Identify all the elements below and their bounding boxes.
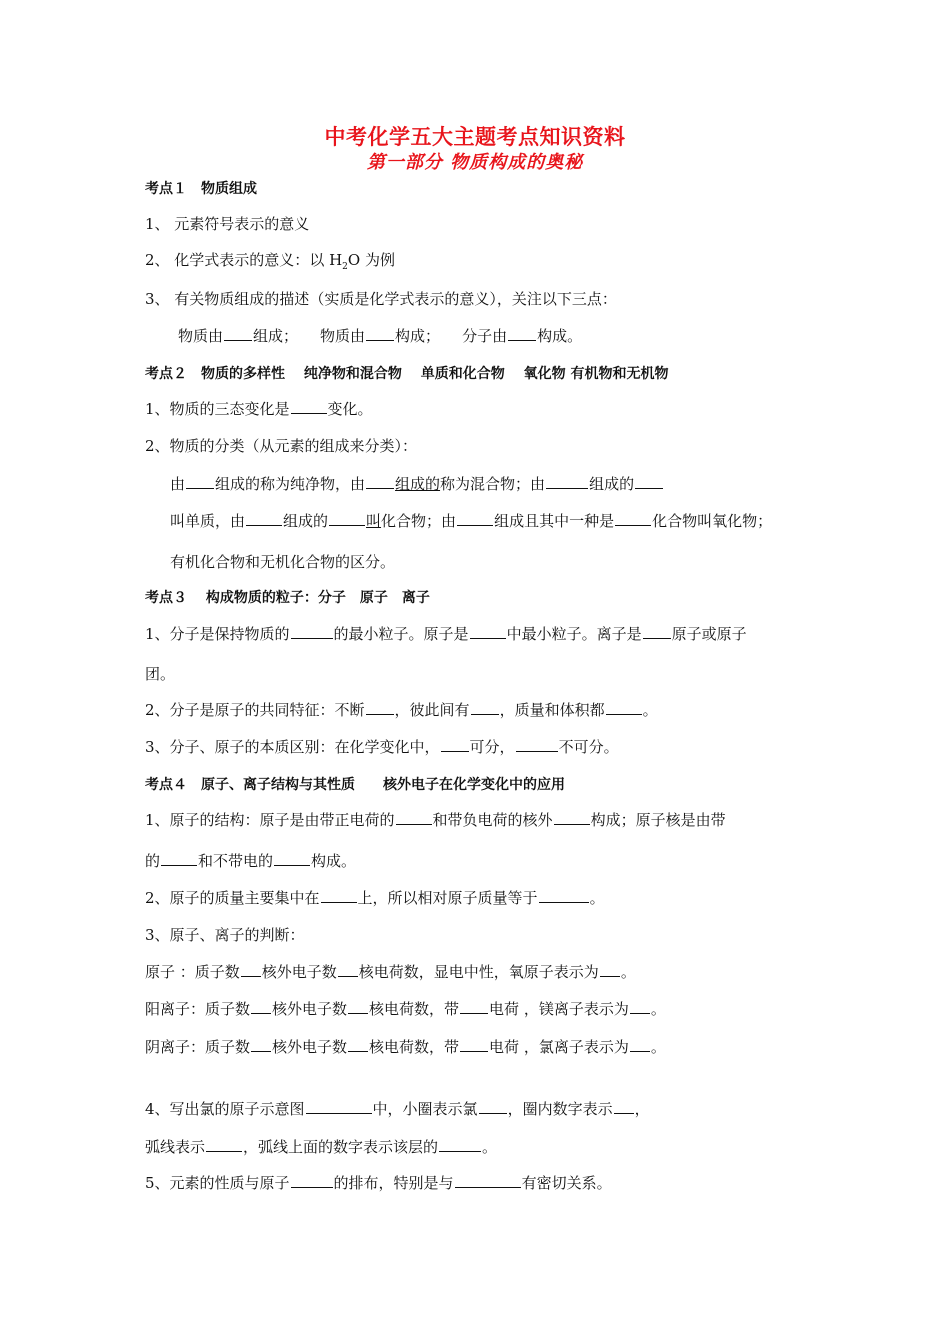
text: 阴离子：质子数: [145, 1038, 251, 1056]
blank[interactable]: [460, 1050, 488, 1052]
text: 。: [650, 1038, 666, 1056]
text: 构成；: [395, 327, 441, 345]
text: 组成的: [589, 475, 635, 493]
text: 阳离子：质子数: [145, 1000, 251, 1018]
text: 中，小圈表示氯: [372, 1100, 478, 1118]
text: 组成的: [283, 512, 329, 530]
text: 中最小粒子。离子是: [506, 625, 642, 643]
blank[interactable]: [338, 975, 358, 977]
blank[interactable]: [161, 864, 197, 866]
blank[interactable]: [348, 1050, 368, 1052]
blank[interactable]: [274, 864, 310, 866]
k2-line-5: 有机化合物和无机化合物的区分。: [170, 553, 396, 571]
blank[interactable]: [614, 1112, 634, 1114]
k4-line-7: [145, 1036, 666, 1057]
blank[interactable]: [635, 487, 663, 489]
blank[interactable]: [630, 1050, 650, 1052]
k2-line-3: [170, 473, 664, 494]
text: 叫: [366, 512, 382, 530]
k4-line-8: [145, 1098, 650, 1119]
blank[interactable]: [396, 823, 432, 825]
text: 构成。: [311, 852, 357, 870]
text: 4、写出氯的原子示意图: [145, 1100, 305, 1118]
text: 和带负电荷的核外: [432, 811, 553, 829]
text: 物质由: [320, 327, 366, 345]
text: 核电荷数，显电中性，氧原子表示为: [358, 963, 599, 981]
k4-line-5: [145, 961, 636, 982]
blank[interactable]: [291, 637, 333, 639]
text: 1、物质的三态变化是: [145, 400, 290, 418]
text: 有密切关系。: [521, 1174, 612, 1192]
text: 的最小粒子。原子是: [333, 625, 469, 643]
text: 构成；原子核是由带: [590, 811, 726, 829]
k1-line-2-sub: 2: [342, 262, 348, 272]
section-heading-1: 考点１ 物质组成: [145, 181, 257, 197]
text: 弧线表示: [145, 1138, 206, 1156]
text: 5、元素的性质与原子: [145, 1174, 290, 1192]
section-heading-4: 考点４ 原子、离子结构与其性质 核外电子在化学变化中的应用: [145, 777, 565, 793]
blank[interactable]: [606, 713, 642, 715]
blank[interactable]: [479, 1112, 507, 1114]
text: 的排布，特别是与: [333, 1174, 454, 1192]
text: ，弧线上面的数字表示该层的: [243, 1138, 439, 1156]
blank[interactable]: [206, 1150, 242, 1152]
text: 2、原子的质量主要集中在: [145, 889, 320, 907]
blank[interactable]: [508, 339, 536, 341]
k4-line-3: [145, 887, 605, 908]
blank[interactable]: [366, 487, 394, 489]
k3-line-3: [145, 699, 658, 720]
text: ，质量和体积都: [499, 701, 605, 719]
blank[interactable]: [643, 637, 671, 639]
text: 1、原子的结构：原子是由带正电荷的: [145, 811, 395, 829]
text: 和不带电的: [198, 852, 274, 870]
text: 化合物；由: [381, 512, 457, 530]
k4-line-9: [145, 1136, 497, 1157]
blank[interactable]: [630, 1012, 650, 1014]
text: 。: [620, 963, 636, 981]
blank[interactable]: [329, 524, 365, 526]
text: ，: [634, 1100, 650, 1118]
text: 原子或原子: [671, 625, 747, 643]
text: 物质由: [178, 327, 224, 345]
k4-line-4: 3、原子、离子的判断：: [145, 926, 305, 944]
blank[interactable]: [470, 637, 506, 639]
text: 组成且其中一种是: [494, 512, 615, 530]
section-heading-2: 考点２ 物质的多样性 纯净物和混合物 单质和化合物 氧化物 有机物和无机物: [145, 366, 669, 382]
k1-line-2-a: 2、 化学式表示的意义：以 H: [145, 251, 343, 269]
text: 组成的称为纯净物，由: [215, 475, 366, 493]
blank[interactable]: [186, 487, 214, 489]
text: 核电荷数，带: [369, 1000, 460, 1018]
text: 电荷 ，镁离子表示为: [489, 1000, 629, 1018]
blank[interactable]: [291, 412, 327, 414]
text: 化合物叫氧化物；: [652, 512, 773, 530]
k4-line-10: [145, 1172, 612, 1193]
text: 。: [642, 701, 658, 719]
blank[interactable]: [546, 487, 588, 489]
blank[interactable]: [348, 1012, 368, 1014]
text: 叫单质，由: [170, 512, 246, 530]
blank[interactable]: [439, 1150, 481, 1152]
text: ，彼此间有: [394, 701, 470, 719]
blank[interactable]: [554, 823, 590, 825]
text: 变化。: [327, 400, 373, 418]
text: 。: [650, 1000, 666, 1018]
k3-line-4: [145, 736, 619, 757]
blank[interactable]: [460, 1012, 488, 1014]
text: 的: [145, 852, 161, 870]
blank[interactable]: [306, 1112, 372, 1114]
text: 核外电子数: [272, 1038, 348, 1056]
text: 原子 ：质子数: [145, 963, 240, 981]
text: 电荷 ，氯离子表示为: [489, 1038, 629, 1056]
text: 核外电子数: [261, 963, 337, 981]
blank[interactable]: [321, 901, 357, 903]
blank[interactable]: [366, 713, 394, 715]
text: 3、分子、原子的本质区别：在化学变化中，: [145, 738, 440, 756]
blank[interactable]: [457, 524, 493, 526]
text: 2、分子是原子的共同特征：不断: [145, 701, 365, 719]
blank[interactable]: [539, 901, 589, 903]
k3-line-1: [145, 623, 747, 644]
text: 构成。: [537, 327, 583, 345]
text: 。: [482, 1138, 498, 1156]
blank[interactable]: [251, 1050, 271, 1052]
k1-line-4: [178, 325, 582, 346]
text: 1、分子是保持物质的: [145, 625, 290, 643]
blank[interactable]: [471, 713, 499, 715]
text: ，圈内数字表示: [507, 1100, 613, 1118]
blank[interactable]: [615, 524, 651, 526]
k2-line-2: 2、物质的分类（从元素的组成来分类）：: [145, 437, 418, 455]
k2-line-4: [170, 510, 772, 531]
k3-line-2: 团。: [145, 665, 176, 683]
text: 。: [589, 889, 605, 907]
text: 上，所以相对原子质量等于: [357, 889, 538, 907]
k1-line-3: 3、 有关物质组成的描述（实质是化学式表示的意义），关注以下三点：: [145, 290, 617, 308]
blank[interactable]: [251, 1012, 271, 1014]
text: 组成；: [253, 327, 299, 345]
text: 称为混合物；由: [440, 475, 546, 493]
text: 分子由: [462, 327, 508, 345]
k1-line-2: [145, 249, 395, 272]
text: 可分，: [469, 738, 515, 756]
k2-line-1: [145, 398, 373, 419]
blank[interactable]: [516, 750, 558, 752]
text: 核外电子数: [272, 1000, 348, 1018]
blank[interactable]: [455, 1186, 521, 1188]
text: 组成的: [395, 475, 441, 493]
text: 核电荷数，带: [369, 1038, 460, 1056]
blank[interactable]: [246, 524, 282, 526]
blank[interactable]: [441, 750, 469, 752]
document-subtitle: 第一部分 物质构成的奥秘: [366, 152, 584, 173]
blank[interactable]: [291, 1186, 333, 1188]
k1-line-2-b: O 为例: [347, 251, 395, 269]
blank[interactable]: [224, 339, 252, 341]
k1-line-1: 1、 元素符号表示的意义: [145, 215, 310, 233]
blank[interactable]: [241, 975, 261, 977]
k4-line-2: [145, 850, 356, 871]
k4-line-6: [145, 998, 666, 1019]
section-heading-3: 考点３ 构成物质的粒子：分子 原子 离子: [145, 590, 430, 606]
document-title: 中考化学五大主题考点知识资料: [324, 125, 626, 149]
blank[interactable]: [600, 975, 620, 977]
blank[interactable]: [366, 339, 394, 341]
k4-line-1: [145, 809, 726, 830]
text: 由: [170, 475, 186, 493]
text: 不可分。: [558, 738, 619, 756]
